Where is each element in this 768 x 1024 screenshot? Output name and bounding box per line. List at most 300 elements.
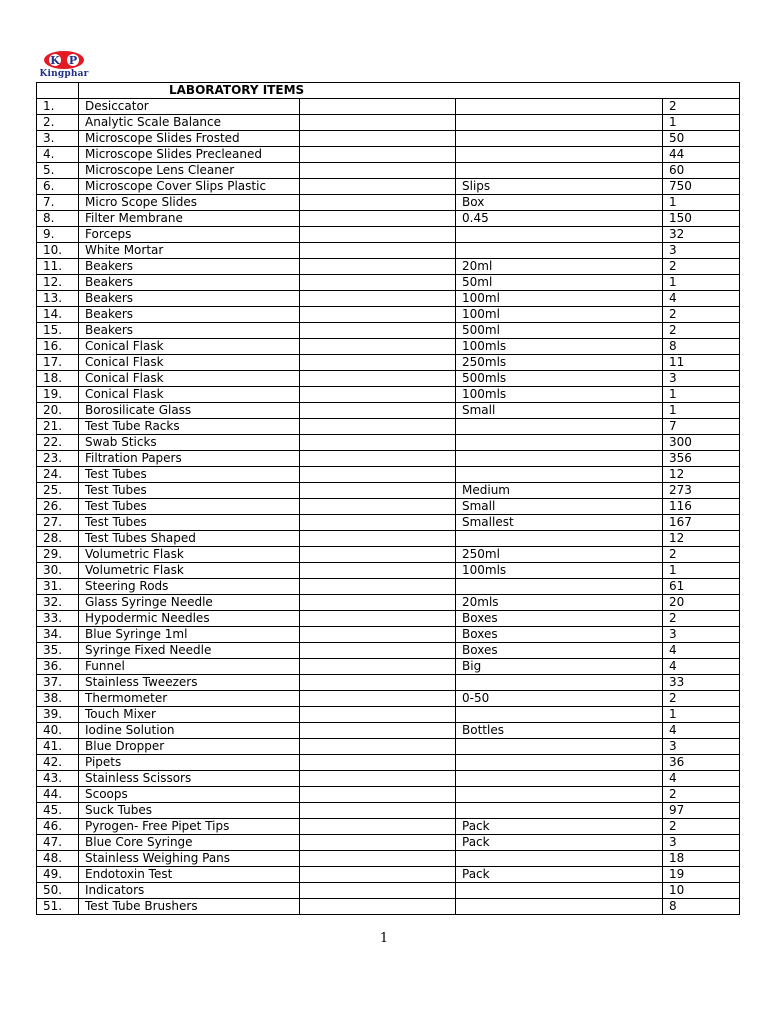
row-number: 1. (37, 99, 79, 115)
row-number: 5. (37, 163, 79, 179)
table-row (37, 451, 740, 467)
item-detail: 50ml (456, 275, 663, 291)
item-quantity: 19 (663, 867, 740, 883)
item-spec (300, 467, 456, 483)
item-name: Micro Scope Slides (79, 195, 300, 211)
table-row (37, 131, 740, 147)
item-detail (456, 115, 663, 131)
table-row (37, 627, 740, 643)
item-spec (300, 115, 456, 131)
item-name: Pyrogen- Free Pipet Tips (79, 819, 300, 835)
item-quantity: 8 (663, 339, 740, 355)
row-number: 24. (37, 467, 79, 483)
row-number: 2. (37, 115, 79, 131)
item-detail (456, 451, 663, 467)
item-quantity: 1 (663, 707, 740, 723)
row-number: 32. (37, 595, 79, 611)
item-spec (300, 131, 456, 147)
item-spec (300, 195, 456, 211)
item-spec (300, 355, 456, 371)
item-spec (300, 595, 456, 611)
item-detail: Medium (456, 483, 663, 499)
item-name: Scoops (79, 787, 300, 803)
item-quantity: 150 (663, 211, 740, 227)
item-detail: 250ml (456, 547, 663, 563)
item-detail: Small (456, 499, 663, 515)
item-spec (300, 659, 456, 675)
item-quantity: 11 (663, 355, 740, 371)
item-detail (456, 131, 663, 147)
item-quantity: 2 (663, 611, 740, 627)
item-quantity: 7 (663, 419, 740, 435)
row-number: 21. (37, 419, 79, 435)
item-detail: Slips (456, 179, 663, 195)
table-row (37, 867, 740, 883)
item-quantity: 97 (663, 803, 740, 819)
item-name: Indicators (79, 883, 300, 899)
item-spec (300, 579, 456, 595)
item-detail: Pack (456, 819, 663, 835)
item-quantity: 3 (663, 739, 740, 755)
row-number: 19. (37, 387, 79, 403)
table-row (37, 547, 740, 563)
item-quantity: 4 (663, 771, 740, 787)
item-name: Pipets (79, 755, 300, 771)
row-number: 38. (37, 691, 79, 707)
item-detail (456, 755, 663, 771)
item-quantity: 44 (663, 147, 740, 163)
item-quantity: 2 (663, 307, 740, 323)
item-quantity: 32 (663, 227, 740, 243)
item-name: Beakers (79, 275, 300, 291)
table-row (37, 99, 740, 115)
table-row (37, 259, 740, 275)
row-number: 15. (37, 323, 79, 339)
item-spec (300, 899, 456, 915)
table-row (37, 595, 740, 611)
item-spec (300, 819, 456, 835)
item-name: Microscope Cover Slips Plastic (79, 179, 300, 195)
item-spec (300, 675, 456, 691)
item-name: Conical Flask (79, 371, 300, 387)
item-quantity: 2 (663, 691, 740, 707)
item-name: White Mortar (79, 243, 300, 259)
item-detail: 20ml (456, 259, 663, 275)
item-detail: 500mls (456, 371, 663, 387)
item-name: Syringe Fixed Needle (79, 643, 300, 659)
item-spec (300, 547, 456, 563)
item-detail: Pack (456, 835, 663, 851)
row-number: 18. (37, 371, 79, 387)
item-name: Endotoxin Test (79, 867, 300, 883)
table-row (37, 483, 740, 499)
item-spec (300, 435, 456, 451)
item-spec (300, 563, 456, 579)
table-row (37, 723, 740, 739)
table-row (37, 787, 740, 803)
item-quantity: 60 (663, 163, 740, 179)
item-name: Borosilicate Glass (79, 403, 300, 419)
title-left-cell (37, 83, 79, 99)
item-name: Hypodermic Needles (79, 611, 300, 627)
item-name: Beakers (79, 307, 300, 323)
row-number: 42. (37, 755, 79, 771)
table-row (37, 803, 740, 819)
table-row (37, 339, 740, 355)
item-spec (300, 755, 456, 771)
item-detail: Boxes (456, 643, 663, 659)
item-detail (456, 531, 663, 547)
kp-logo-icon (38, 50, 90, 70)
item-quantity: 300 (663, 435, 740, 451)
item-spec (300, 227, 456, 243)
item-spec (300, 323, 456, 339)
item-name: Blue Dropper (79, 739, 300, 755)
item-quantity: 3 (663, 243, 740, 259)
item-spec (300, 99, 456, 115)
item-quantity: 50 (663, 131, 740, 147)
table-row (37, 467, 740, 483)
table-row (37, 211, 740, 227)
item-quantity: 10 (663, 883, 740, 899)
row-number: 45. (37, 803, 79, 819)
item-name: Test Tubes (79, 483, 300, 499)
row-number: 7. (37, 195, 79, 211)
item-name: Swab Sticks (79, 435, 300, 451)
item-spec (300, 259, 456, 275)
item-name: Test Tubes (79, 515, 300, 531)
item-name: Test Tubes (79, 499, 300, 515)
row-number: 12. (37, 275, 79, 291)
item-detail: 100ml (456, 307, 663, 323)
row-number: 17. (37, 355, 79, 371)
item-quantity: 61 (663, 579, 740, 595)
item-detail (456, 435, 663, 451)
row-number: 35. (37, 643, 79, 659)
item-quantity: 750 (663, 179, 740, 195)
item-spec (300, 243, 456, 259)
table-row (37, 531, 740, 547)
item-detail: Boxes (456, 627, 663, 643)
item-quantity: 4 (663, 291, 740, 307)
item-spec (300, 387, 456, 403)
item-quantity: 1 (663, 563, 740, 579)
item-name: Microscope Slides Frosted (79, 131, 300, 147)
table-body (37, 83, 740, 915)
row-number: 27. (37, 515, 79, 531)
table-row (37, 195, 740, 211)
item-spec (300, 851, 456, 867)
table-row (37, 611, 740, 627)
item-detail (456, 739, 663, 755)
row-number: 30. (37, 563, 79, 579)
item-spec (300, 419, 456, 435)
table-row (37, 243, 740, 259)
item-name: Blue Syringe 1ml (79, 627, 300, 643)
item-quantity: 2 (663, 99, 740, 115)
item-name: Desiccator (79, 99, 300, 115)
item-spec (300, 611, 456, 627)
row-number: 14. (37, 307, 79, 323)
row-number: 9. (37, 227, 79, 243)
table-row (37, 419, 740, 435)
item-spec (300, 531, 456, 547)
item-detail: Pack (456, 867, 663, 883)
item-name: Stainless Scissors (79, 771, 300, 787)
row-number: 36. (37, 659, 79, 675)
table-row (37, 899, 740, 915)
table-row (37, 307, 740, 323)
item-name: Glass Syringe Needle (79, 595, 300, 611)
table-row (37, 851, 740, 867)
item-name: Blue Core Syringe (79, 835, 300, 851)
table-row (37, 579, 740, 595)
item-quantity: 12 (663, 467, 740, 483)
row-number: 28. (37, 531, 79, 547)
logo-letter-p: P (68, 54, 78, 67)
item-quantity: 3 (663, 835, 740, 851)
table-row (37, 355, 740, 371)
item-detail (456, 163, 663, 179)
row-number: 33. (37, 611, 79, 627)
table-row (37, 771, 740, 787)
page-number: 1 (379, 931, 389, 946)
item-name: Test Tubes (79, 467, 300, 483)
item-detail: 0.45 (456, 211, 663, 227)
row-number: 23. (37, 451, 79, 467)
item-spec (300, 339, 456, 355)
item-detail: 100ml (456, 291, 663, 307)
kingphar-logo (38, 50, 90, 80)
item-spec (300, 883, 456, 899)
item-spec (300, 707, 456, 723)
item-detail: 100mls (456, 387, 663, 403)
row-number: 25. (37, 483, 79, 499)
item-name: Beakers (79, 323, 300, 339)
row-number: 13. (37, 291, 79, 307)
item-name: Microscope Slides Precleaned (79, 147, 300, 163)
table-row (37, 147, 740, 163)
logo-text: Kingphar (39, 69, 89, 79)
item-spec (300, 787, 456, 803)
item-name: Test Tube Brushers (79, 899, 300, 915)
item-name: Test Tubes Shaped (79, 531, 300, 547)
item-quantity: 20 (663, 595, 740, 611)
item-spec (300, 403, 456, 419)
row-number: 50. (37, 883, 79, 899)
item-quantity: 33 (663, 675, 740, 691)
item-detail (456, 883, 663, 899)
item-spec (300, 275, 456, 291)
row-number: 47. (37, 835, 79, 851)
item-name: Thermometer (79, 691, 300, 707)
item-detail (456, 675, 663, 691)
table-row (37, 835, 740, 851)
item-spec (300, 451, 456, 467)
item-detail: 20mls (456, 595, 663, 611)
row-number: 41. (37, 739, 79, 755)
item-detail (456, 803, 663, 819)
table-row (37, 691, 740, 707)
table-row (37, 515, 740, 531)
item-detail (456, 243, 663, 259)
row-number: 51. (37, 899, 79, 915)
item-quantity: 18 (663, 851, 740, 867)
item-spec (300, 307, 456, 323)
item-quantity: 4 (663, 723, 740, 739)
item-detail: 250mls (456, 355, 663, 371)
table-row (37, 675, 740, 691)
item-quantity: 2 (663, 323, 740, 339)
item-name: Test Tube Racks (79, 419, 300, 435)
item-quantity: 3 (663, 371, 740, 387)
item-quantity: 1 (663, 387, 740, 403)
item-detail: 0-50 (456, 691, 663, 707)
row-number: 39. (37, 707, 79, 723)
item-name: Stainless Weighing Pans (79, 851, 300, 867)
row-number: 31. (37, 579, 79, 595)
item-name: Analytic Scale Balance (79, 115, 300, 131)
row-number: 37. (37, 675, 79, 691)
row-number: 43. (37, 771, 79, 787)
row-number: 49. (37, 867, 79, 883)
item-name: Volumetric Flask (79, 547, 300, 563)
table-row (37, 323, 740, 339)
item-quantity: 116 (663, 499, 740, 515)
row-number: 16. (37, 339, 79, 355)
item-spec (300, 643, 456, 659)
item-quantity: 2 (663, 787, 740, 803)
item-name: Stainless Tweezers (79, 675, 300, 691)
table-row (37, 659, 740, 675)
table-row (37, 819, 740, 835)
item-detail (456, 147, 663, 163)
item-spec (300, 499, 456, 515)
item-name: Forceps (79, 227, 300, 243)
item-detail (456, 99, 663, 115)
table-row (37, 755, 740, 771)
item-spec (300, 771, 456, 787)
table-row (37, 435, 740, 451)
table-title: LABORATORY ITEMS (79, 83, 740, 99)
item-detail (456, 851, 663, 867)
item-detail (456, 419, 663, 435)
item-quantity: 2 (663, 259, 740, 275)
item-quantity: 4 (663, 643, 740, 659)
row-number: 10. (37, 243, 79, 259)
item-quantity: 36 (663, 755, 740, 771)
item-detail: 500ml (456, 323, 663, 339)
item-quantity: 273 (663, 483, 740, 499)
row-number: 8. (37, 211, 79, 227)
table-row (37, 275, 740, 291)
item-detail: Smallest (456, 515, 663, 531)
item-spec (300, 163, 456, 179)
item-name: Funnel (79, 659, 300, 675)
item-quantity: 1 (663, 275, 740, 291)
item-quantity: 1 (663, 403, 740, 419)
row-number: 46. (37, 819, 79, 835)
item-spec (300, 723, 456, 739)
item-name: Beakers (79, 259, 300, 275)
item-detail (456, 579, 663, 595)
item-detail (456, 771, 663, 787)
table-row (37, 739, 740, 755)
item-name: Filtration Papers (79, 451, 300, 467)
table-row (37, 563, 740, 579)
item-name: Iodine Solution (79, 723, 300, 739)
item-quantity: 1 (663, 195, 740, 211)
row-number: 44. (37, 787, 79, 803)
table-row (37, 227, 740, 243)
item-name: Conical Flask (79, 387, 300, 403)
item-spec (300, 835, 456, 851)
item-spec (300, 371, 456, 387)
table-row (37, 163, 740, 179)
row-number: 34. (37, 627, 79, 643)
item-detail (456, 467, 663, 483)
item-quantity: 1 (663, 115, 740, 131)
item-name: Beakers (79, 291, 300, 307)
item-spec (300, 691, 456, 707)
item-quantity: 2 (663, 547, 740, 563)
table-row (37, 387, 740, 403)
item-name: Steering Rods (79, 579, 300, 595)
item-name: Conical Flask (79, 355, 300, 371)
item-quantity: 12 (663, 531, 740, 547)
row-number: 11. (37, 259, 79, 275)
table-row (37, 883, 740, 899)
item-spec (300, 515, 456, 531)
table-row (37, 403, 740, 419)
item-name: Volumetric Flask (79, 563, 300, 579)
item-quantity: 2 (663, 819, 740, 835)
item-detail: Bottles (456, 723, 663, 739)
item-detail: Box (456, 195, 663, 211)
item-spec (300, 803, 456, 819)
item-detail: 100mls (456, 339, 663, 355)
item-detail (456, 899, 663, 915)
item-name: Conical Flask (79, 339, 300, 355)
item-spec (300, 867, 456, 883)
item-spec (300, 179, 456, 195)
item-name: Suck Tubes (79, 803, 300, 819)
item-detail (456, 227, 663, 243)
item-detail: 100mls (456, 563, 663, 579)
item-quantity: 167 (663, 515, 740, 531)
item-quantity: 356 (663, 451, 740, 467)
logo-letter-k: K (50, 54, 60, 67)
table-row (37, 643, 740, 659)
item-quantity: 4 (663, 659, 740, 675)
item-detail: Small (456, 403, 663, 419)
item-spec (300, 627, 456, 643)
item-spec (300, 291, 456, 307)
row-number: 48. (37, 851, 79, 867)
item-spec (300, 739, 456, 755)
row-number: 6. (37, 179, 79, 195)
table-row (37, 179, 740, 195)
row-number: 40. (37, 723, 79, 739)
table-title-row (37, 83, 740, 99)
table-row (37, 707, 740, 723)
item-spec (300, 211, 456, 227)
table-row (37, 115, 740, 131)
item-quantity: 3 (663, 627, 740, 643)
row-number: 26. (37, 499, 79, 515)
table-row (37, 499, 740, 515)
item-spec (300, 483, 456, 499)
